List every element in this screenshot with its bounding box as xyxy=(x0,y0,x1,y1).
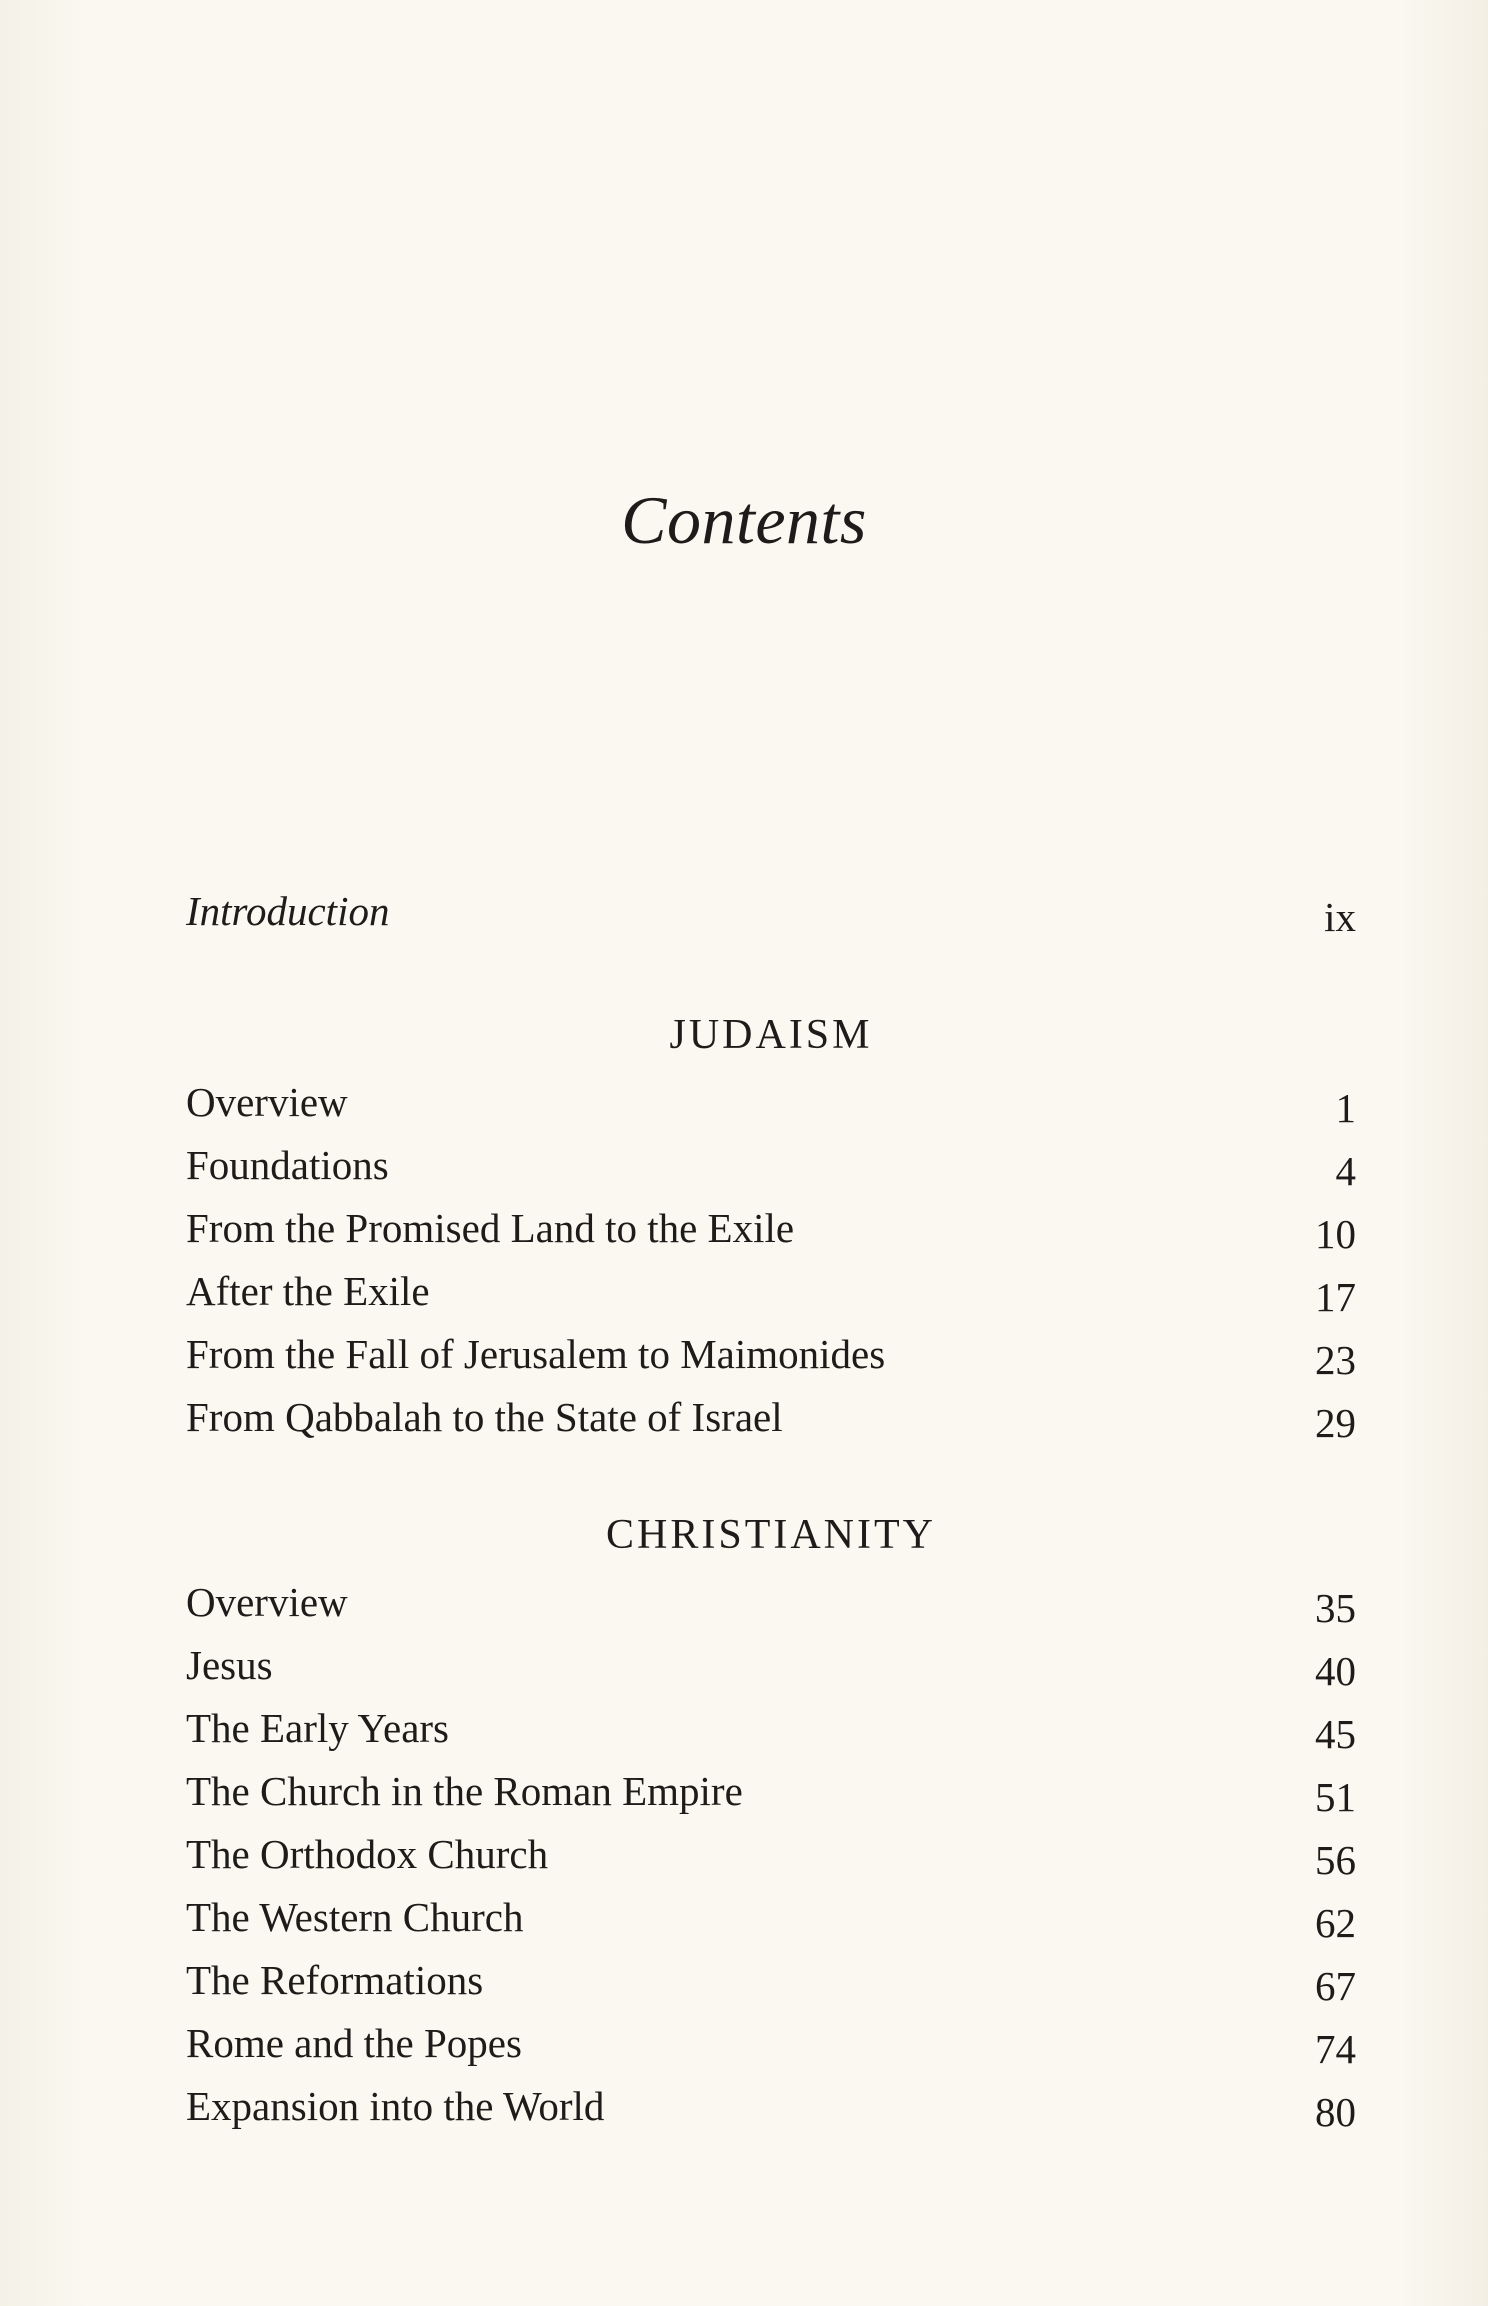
toc-entry-label: Overview xyxy=(186,1579,348,1625)
toc-entry-label: From the Fall of Jerusalem to Maimonides xyxy=(186,1331,886,1377)
toc-entry[interactable] xyxy=(186,1760,1356,1823)
toc-entry-page-number: 56 xyxy=(1315,1837,1356,1883)
toc-entry-page-number: 4 xyxy=(1335,1148,1356,1194)
toc-entry[interactable] xyxy=(186,1071,1356,1134)
toc-entry-page-number: 35 xyxy=(1315,1585,1356,1631)
toc-entry[interactable] xyxy=(186,1197,1356,1260)
toc-entry-page-number: 1 xyxy=(1335,1085,1356,1131)
toc-entry-label: From Qabbalah to the State of Israel xyxy=(186,1394,783,1440)
toc-entry-label: From the Promised Land to the Exile xyxy=(186,1205,795,1251)
toc-entry-page-number: 17 xyxy=(1315,1274,1356,1320)
toc-entry-label: Rome and the Popes xyxy=(186,2020,522,2066)
toc-entry[interactable] xyxy=(186,2012,1356,2075)
toc-entry[interactable] xyxy=(186,880,1356,943)
toc-entry-page-number: 62 xyxy=(1315,1900,1356,1946)
section-heading: CHRISTIANITY xyxy=(606,1512,936,1558)
toc-entry-page-number: 23 xyxy=(1315,1337,1356,1383)
toc-entry-label: Foundations xyxy=(186,1142,389,1188)
toc-entry[interactable] xyxy=(186,1697,1356,1760)
toc-entry-label: Expansion into the World xyxy=(186,2083,605,2129)
toc-entry[interactable] xyxy=(186,1134,1356,1197)
toc-entry-page-number: 29 xyxy=(1315,1400,1356,1446)
toc-introduction xyxy=(186,880,1356,943)
toc-entry-label: Jesus xyxy=(186,1642,273,1688)
toc-entry[interactable] xyxy=(186,1260,1356,1323)
toc-entry-label: The Reformations xyxy=(186,1957,484,2003)
toc-entry-page-number: 67 xyxy=(1315,1963,1356,2009)
toc-entry[interactable] xyxy=(186,1323,1356,1386)
toc-entry-page-number: 45 xyxy=(1315,1711,1356,1757)
toc-entry[interactable] xyxy=(186,1886,1356,1949)
toc-entry-label: Overview xyxy=(186,1079,348,1125)
toc-entry-page-number: 40 xyxy=(1315,1648,1356,1694)
toc-entry[interactable] xyxy=(186,2075,1356,2138)
toc-entry-page-number: ix xyxy=(1324,894,1356,940)
toc-entry[interactable] xyxy=(186,1386,1356,1449)
page-title: Contents xyxy=(621,482,867,558)
toc-entry[interactable] xyxy=(186,1949,1356,2012)
toc-entry[interactable] xyxy=(186,1823,1356,1886)
toc-entry[interactable] xyxy=(186,1571,1356,1634)
section-heading: JUDAISM xyxy=(669,1012,873,1058)
toc-entry-page-number: 74 xyxy=(1315,2026,1356,2072)
toc-entry-label: The Orthodox Church xyxy=(186,1831,549,1877)
toc-entry-page-number: 10 xyxy=(1315,1211,1356,1257)
toc-section-judaism xyxy=(186,999,1356,1449)
toc-entry-label: The Western Church xyxy=(186,1894,524,1940)
toc-entry-page-number: 51 xyxy=(1315,1774,1356,1820)
toc-entry-label: After the Exile xyxy=(186,1268,430,1314)
toc-entry-label: The Church in the Roman Empire xyxy=(186,1768,743,1814)
toc-entry-label: The Early Years xyxy=(186,1705,450,1751)
toc-entry[interactable] xyxy=(186,1634,1356,1697)
toc-entry-label: Introduction xyxy=(186,888,390,934)
toc-section-christianity xyxy=(186,1499,1356,2138)
toc-entry-page-number: 80 xyxy=(1315,2089,1356,2135)
